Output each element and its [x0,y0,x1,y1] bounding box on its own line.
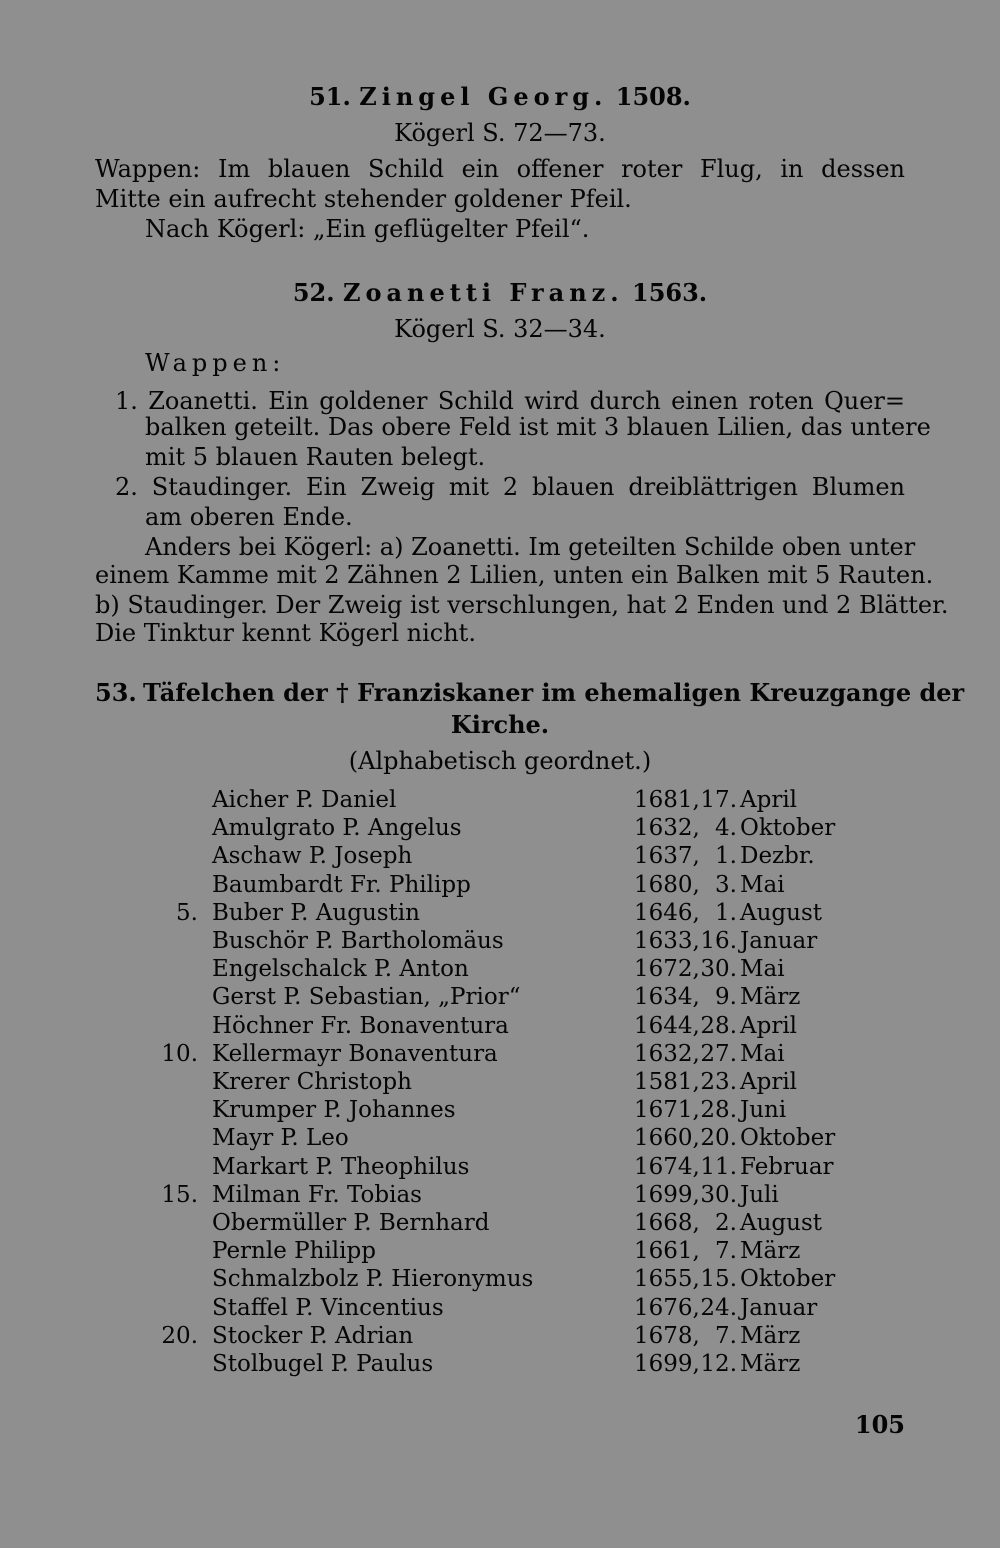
death-day: 2. [715,1210,737,1236]
friar-name: Markart P. Theophilus [212,1153,470,1180]
entry-52-text-line: balken geteilt. Das obere Feld ist mit 3 blauen Lilien, das untere [145,413,931,441]
entry-53-heading-cont: Kirche. [450,710,550,739]
list-item [0,1181,1000,1209]
death-year: 1644, [634,1012,700,1039]
death-month: Mai [740,956,785,983]
death-month: August [740,899,823,926]
entry-52-text-line: mit 5 blauen Rauten belegt. [145,443,486,471]
death-year: 1680, [634,871,700,898]
death-year: 1671, [634,1097,700,1124]
entry-51-text-line: Nach Kögerl: „Ein geflügelter Pfeil“. [145,215,590,243]
death-month: August [740,1210,823,1236]
friar-name: Stocker P. Adrian [212,1322,414,1349]
entry-number: 52. [292,278,335,307]
entry-title: Täfelchen der † Franziskaner im ehemaligen Kreuzgange der [143,678,965,707]
entry-name: Zoanetti Franz. [342,278,624,307]
friar-name: Stolbugel P. Paulus [212,1351,434,1377]
list-item [0,899,1000,927]
death-month: Januar [740,928,818,954]
row-number: 10. [161,1040,198,1067]
entry-52-text-line: am oberen Ende. [145,503,353,531]
death-month: Oktober [740,1266,836,1293]
death-year: 1634, [634,984,700,1011]
list-item [0,1153,1000,1181]
death-day: 7. [715,1238,737,1265]
friar-name: Aschaw P. Joseph [212,843,413,870]
death-year: 1661, [634,1238,700,1265]
entry-52-text-line: Die Tinktur kennt Kögerl nicht. [95,619,476,647]
entry-52-reference: Kögerl S. 32—34. [394,315,606,343]
death-month: März [740,984,801,1011]
entry-number: 53. [95,678,137,707]
friar-name: Krerer Christoph [212,1069,412,1095]
row-number: 20. [161,1322,198,1349]
friar-name: Mayr P. Leo [212,1125,349,1152]
friar-name: Obermüller P. Bernhard [212,1210,490,1236]
death-day: 27. [700,1040,737,1067]
entry-name: Zingel Georg. [359,82,608,111]
death-day: 28. [700,1097,737,1124]
death-year: 1660, [634,1125,700,1152]
death-year: 1655, [634,1266,700,1293]
death-month: April [740,1069,798,1095]
death-year: 1678, [634,1322,700,1349]
list-item [0,1040,1000,1068]
friar-name: Buschör P. Bartholomäus [212,928,504,954]
death-month: Dezbr. [740,843,815,870]
death-year: 1676, [634,1294,700,1321]
death-month: Mai [740,871,785,898]
death-day: 7. [715,1322,737,1349]
death-day: 24. [700,1294,737,1321]
list-item [0,983,1000,1011]
death-month: März [740,1238,801,1265]
friar-name: Aicher P. Daniel [212,787,397,813]
death-year: 1699, [634,1181,700,1208]
row-number: 15. [161,1181,198,1208]
entry-52-text-line: 1. Zoanetti. Ein goldener Schild wird durch einen roten Quer= [115,387,905,415]
death-year: 1633, [634,928,700,954]
death-year: 1637, [634,843,700,870]
death-day: 20. [700,1125,737,1152]
entry-52-text-line: einem Kamme mit 2 Zähnen 2 Lilien, unten ein Balken mit 5 Rauten. [95,561,934,589]
death-month: März [740,1322,801,1349]
entry-51-reference: Kögerl S. 72—73. [394,119,606,147]
entry-51-heading [0,82,1000,112]
death-day: 1. [715,899,737,926]
list-item [0,1322,1000,1350]
friar-name: Milman Fr. Tobias [212,1181,422,1208]
death-day: 28. [700,1012,737,1039]
death-year: 1632, [634,1040,700,1067]
entry-number: 51. [309,82,351,111]
death-day: 23. [700,1069,737,1095]
page-number: 105 [854,1410,905,1439]
death-month: Oktober [740,1125,836,1152]
death-year: 1674, [634,1153,700,1180]
list-item [0,1350,1000,1378]
entry-year: 1563. [632,278,708,307]
death-day: 30. [700,1181,737,1208]
list-item [0,1124,1000,1152]
friar-name: Schmalzbolz P. Hieronymus [212,1266,534,1293]
death-day: 30. [700,956,737,983]
death-day: 9. [715,984,737,1011]
entry-52-wappen-label: Wappen: [145,349,286,377]
friar-name: Amulgrato P. Angelus [212,815,462,842]
death-month: März [740,1351,801,1377]
list-item [0,1265,1000,1293]
list-item [0,1096,1000,1124]
death-month: Oktober [740,815,836,842]
death-day: 17. [700,787,737,813]
row-number: 5. [176,899,198,926]
death-day: 15. [700,1266,737,1293]
death-year: 1699, [634,1351,700,1377]
list-item [0,871,1000,899]
death-year: 1681, [634,787,700,813]
list-item [0,1209,1000,1237]
entry-52-text-line: b) Staudinger. Der Zweig ist verschlungen, hat 2 Enden und 2 Blätter. [95,591,949,619]
list-item [0,1237,1000,1265]
entry-52-text-line: 2. Staudinger. Ein Zweig mit 2 blauen dreiblättrigen Blumen [115,473,905,501]
death-day: 3. [715,871,737,898]
friar-name: Höchner Fr. Bonaventura [212,1012,509,1039]
friar-name: Kellermayr Bonaventura [212,1040,498,1067]
death-day: 16. [700,928,737,954]
death-day: 12. [700,1351,737,1377]
death-day: 11. [700,1153,737,1180]
list-item [0,814,1000,842]
entry-51-text-line: Mitte ein aufrecht stehender goldener Pfeil. [95,185,632,213]
entry-51-text-line: Wappen: Im blauen Schild ein offener roter Flug, in dessen [95,155,905,183]
death-year: 1668, [634,1210,700,1236]
friar-name: Buber P. Augustin [212,899,420,926]
friar-name: Engelschalck P. Anton [212,956,469,983]
death-year: 1632, [634,815,700,842]
friar-name: Pernle Philipp [212,1238,376,1265]
death-year: 1672, [634,956,700,983]
death-month: Februar [740,1153,834,1180]
death-month: April [740,1012,798,1039]
friar-name: Baumbardt Fr. Philipp [212,871,471,898]
list-item [0,927,1000,955]
list-item [0,1294,1000,1322]
friar-name: Krumper P. Johannes [212,1097,456,1124]
entry-year: 1508. [615,82,691,111]
entry-53-subtitle: (Alphabetisch geordnet.) [348,747,652,775]
friar-name: Gerst P. Sebastian, „Prior“ [212,984,521,1011]
list-item [0,1012,1000,1040]
death-year: 1646, [634,899,700,926]
death-month: Juni [740,1097,787,1124]
entry-52-heading [0,278,1000,308]
list-item [0,1068,1000,1096]
list-item [0,786,1000,814]
death-month: Juli [740,1181,779,1208]
death-year: 1581, [634,1069,700,1095]
entry-52-text-line: Anders bei Kögerl: a) Zoanetti. Im geteilten Schilde oben unter [145,533,916,561]
death-day: 4. [715,815,737,842]
death-day: 1. [715,843,737,870]
list-item [0,842,1000,870]
list-item [0,955,1000,983]
death-month: April [740,787,798,813]
death-month: Mai [740,1040,785,1067]
death-month: Januar [740,1294,818,1321]
friar-name: Staffel P. Vincentius [212,1294,444,1321]
